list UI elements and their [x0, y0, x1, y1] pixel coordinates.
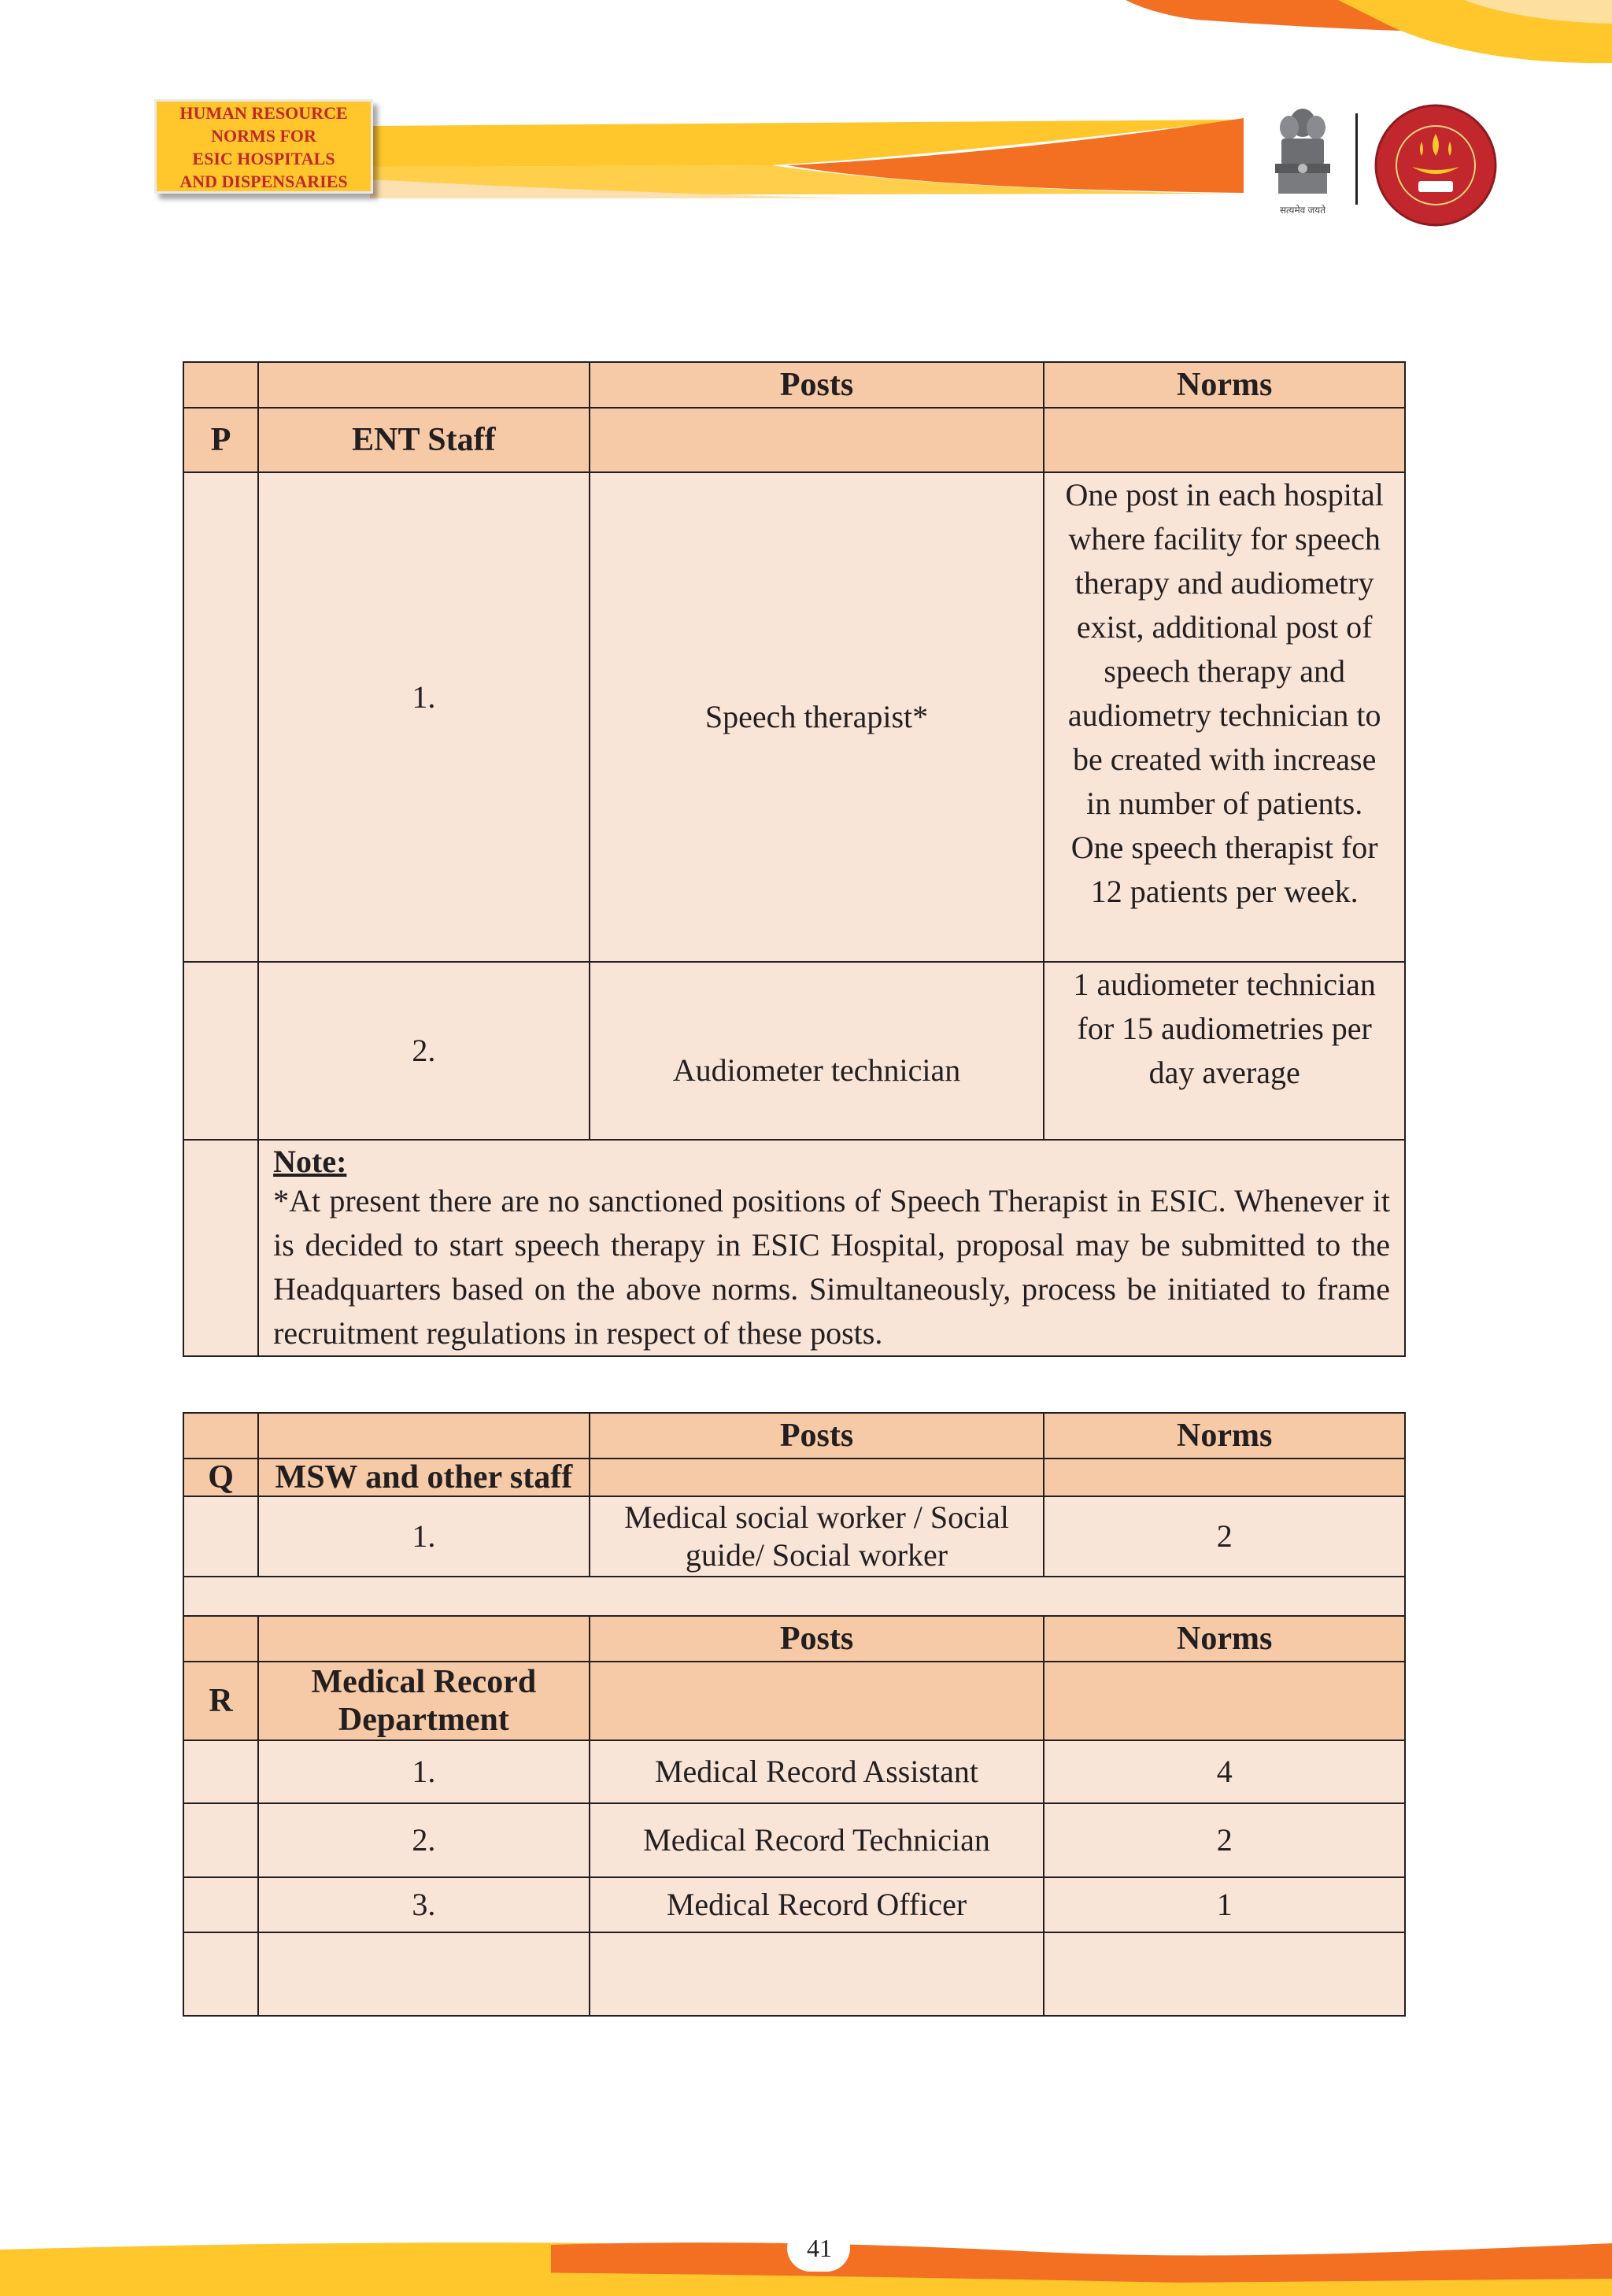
logo-divider [1355, 113, 1358, 205]
row-number: 1. [258, 472, 590, 962]
post-norm: 1 [1044, 1877, 1405, 1932]
section-title: ENT Staff [258, 408, 590, 472]
page-number: 41 [807, 2234, 832, 2262]
note-text: *At present there are no sanctioned positions of Speech Therapist in ESIC. Whenever it is decided to start speech therapy in ESIC Hospital, proposal may be submitted to the Headquarters based on the above norms. Simultaneously, process be initiated to frame recruitment regulations in respect of these posts. [273, 1182, 1390, 1351]
table-row [183, 1740, 1405, 1803]
post-name: Speech therapist* [590, 472, 1044, 962]
cell-blank [258, 1932, 590, 2016]
empty-row [183, 1932, 1405, 2016]
cell-blank [183, 962, 258, 1140]
row-number: 2. [258, 962, 590, 1140]
post-name: Medical Record Technician [590, 1803, 1044, 1877]
header-blank [183, 362, 258, 408]
row-number: 1. [258, 1496, 590, 1577]
badge-line: AND DISPENSARIES [179, 172, 348, 191]
post-name: Medical Record Officer [590, 1877, 1044, 1932]
badge-line: NORMS FOR [211, 126, 316, 146]
cell-blank [183, 1140, 258, 1356]
post-norm: 1 audiometer technician for 15 audiometries per day average [1044, 962, 1405, 1140]
header-blank [590, 408, 1044, 472]
section-letter: R [183, 1662, 258, 1740]
header-blank [183, 1616, 258, 1662]
table-row [183, 1496, 1405, 1577]
row-number: 1. [258, 1740, 590, 1803]
spacer-row [183, 1577, 1405, 1616]
cell-blank [1044, 1932, 1405, 2016]
norms-header: Norms [1044, 1616, 1405, 1662]
post-norm: 4 [1044, 1740, 1405, 1803]
header-blank [258, 362, 590, 408]
posts-header: Posts [590, 1413, 1044, 1459]
post-norm: 2 [1044, 1496, 1405, 1577]
cell-blank [183, 1877, 258, 1932]
section-letter: P [183, 408, 258, 472]
badge-line: HUMAN RESOURCE [179, 103, 348, 123]
post-norm: 2 [1044, 1803, 1405, 1877]
row-number: 2. [258, 1803, 590, 1877]
cell-blank [183, 1803, 258, 1877]
cell-blank [183, 1577, 1405, 1616]
msw-medical-record-table [183, 1412, 1406, 2017]
posts-header: Posts [590, 1616, 1044, 1662]
header-blank [258, 1413, 590, 1459]
ent-staff-table [183, 361, 1406, 1357]
table-row [183, 1877, 1405, 1932]
cell-blank [183, 472, 258, 962]
note-title: Note: [273, 1143, 347, 1179]
header-blank [183, 1413, 258, 1459]
header-blank [590, 1662, 1044, 1740]
header-blank [590, 1459, 1044, 1496]
section-title: MSW and other staff [258, 1459, 590, 1496]
table-row [183, 1803, 1405, 1877]
posts-header: Posts [590, 362, 1044, 408]
cell-blank [590, 1932, 1044, 2016]
post-name: Medical social worker / Social guide/ Social worker [590, 1496, 1044, 1577]
note-cell [258, 1140, 1405, 1356]
badge-line: ESIC HOSPITALS [192, 149, 335, 168]
note-row [183, 1140, 1405, 1356]
national-emblem-icon [1267, 101, 1338, 219]
section-title: Medical Record Department [258, 1662, 590, 1740]
header-blank [1044, 408, 1405, 472]
norms-header: Norms [1044, 362, 1405, 408]
post-name: Audiometer technician [590, 962, 1044, 1140]
cell-blank [183, 1740, 258, 1803]
post-name: Medical Record Assistant [590, 1740, 1044, 1803]
post-norm: One post in each hospital where facility for speech therapy and audiometry exist, additional post of speech therapy and audiometry technician to be created with increase in number of patients. One speech therapist for 12 patients per week. [1044, 472, 1405, 962]
norms-header: Norms [1044, 1413, 1405, 1459]
document-badge [154, 99, 373, 194]
header-blank [258, 1616, 590, 1662]
section-letter: Q [183, 1459, 258, 1496]
header-blank [1044, 1662, 1405, 1740]
table-row [183, 472, 1405, 962]
esic-logo-icon [1373, 102, 1499, 228]
row-number: 3. [258, 1877, 590, 1932]
emblem-motto: सत्यमेव जयते [1279, 205, 1326, 216]
cell-blank [183, 1496, 258, 1577]
table-row [183, 962, 1405, 1140]
cell-blank [183, 1932, 258, 2016]
header-blank [1044, 1459, 1405, 1496]
